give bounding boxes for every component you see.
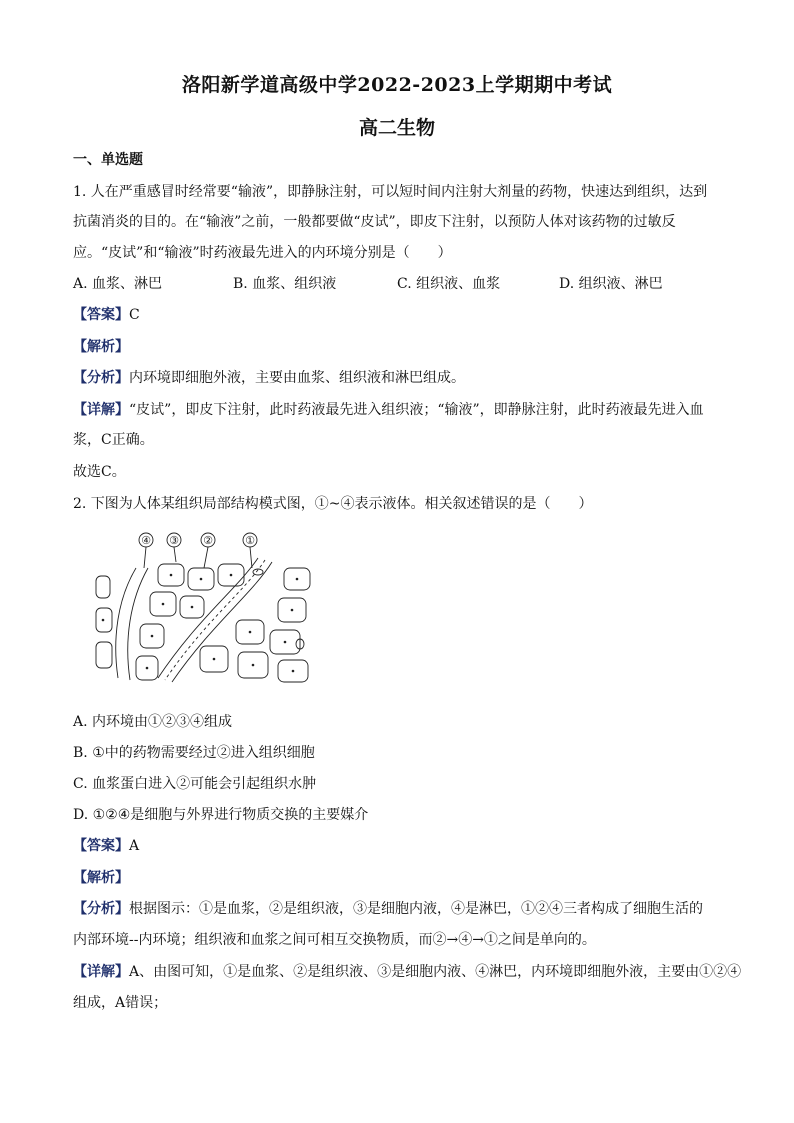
q1-option-b: B. 血浆、组织液	[233, 276, 337, 292]
figure-label-3: ③	[169, 534, 179, 547]
figure-label-1: ①	[245, 534, 255, 547]
q1-analysis-tag	[73, 337, 129, 357]
q2-fenxi-line-1	[73, 899, 703, 919]
xiangjie-tag: 【详解】	[73, 402, 129, 418]
q2-option-a: A. 内环境由①②③④组成	[73, 714, 233, 730]
q1-stem-line-1: 1. 人在严重感冒时经常要“输液”，即静脉注射，可以短时间内注射大剂量的药物，快速达到组织，达到	[73, 184, 708, 200]
q1-option-c: C. 组织液、血浆	[397, 276, 501, 292]
q2-fenxi-line-2: 内部环境--内环境；组织液和血浆之间可相互交换物质，而②→④→①之间是单向的。	[73, 932, 596, 948]
answer-value: A	[129, 838, 140, 854]
q2-option-c: C. 血浆蛋白进入②可能会引起组织水肿	[73, 776, 317, 792]
tissue-structure-diagram	[88, 528, 318, 688]
q2-xiangjie-line-2: 组成，A错误；	[73, 995, 168, 1011]
fenxi-text: 内环境即细胞外液，主要由血浆、组织液和淋巴组成。	[129, 370, 465, 386]
q1-option-a: A. 血浆、淋巴	[73, 276, 163, 292]
fenxi-text: 根据图示：①是血浆，②是组织液，③是细胞内液，④是淋巴，①②④三者构成了细胞生活的	[129, 901, 703, 917]
analysis-tag: 【解析】	[73, 339, 129, 355]
q1-stem-line-2: 抗菌消炎的目的。在“输液”之前，一般都要做“皮试”，即皮下注射，以预防人体对该药物的过敏反	[73, 214, 676, 230]
page-title: 洛阳新学道高级中学2022-2023上学期期中考试	[181, 74, 613, 96]
fenxi-tag: 【分析】	[73, 901, 129, 917]
q1-conclusion: 故选C。	[73, 464, 126, 480]
q2-xiangjie-line-1	[73, 962, 741, 982]
analysis-tag: 【解析】	[73, 870, 129, 886]
q1-option-d: D. 组织液、淋巴	[559, 276, 663, 292]
q2-option-b: B. ①中的药物需要经过②进入组织细胞	[73, 745, 315, 761]
answer-value: C	[129, 307, 140, 323]
q1-xiangjie-line-2: 浆，C正确。	[73, 432, 154, 448]
section-heading: 一、单选题	[73, 152, 143, 168]
answer-tag: 【答案】	[73, 307, 129, 323]
q2-option-d: D. ①②④是细胞与外界进行物质交换的主要媒介	[73, 807, 369, 823]
q2-answer	[73, 836, 139, 856]
xiangjie-tag: 【详解】	[73, 964, 129, 980]
xiangjie-text: A、由图可知，①是血浆、②是组织液、③是细胞内液、④淋巴，内环境即细胞外液，主要由①②④	[129, 964, 742, 980]
q1-answer	[73, 305, 140, 325]
q2-stem: 2. 下图为人体某组织局部结构模式图，①~④表示液体。相关叙述错误的是（ ）	[73, 496, 593, 512]
q1-xiangjie-line-1	[73, 400, 704, 420]
q2-analysis-tag	[73, 868, 129, 888]
figure-label-4: ④	[141, 534, 151, 547]
q1-stem-line-3: 应。“皮试”和“输液”时药液最先进入的内环境分别是（ ）	[73, 245, 452, 261]
answer-tag: 【答案】	[73, 838, 129, 854]
figure-label-2: ②	[203, 534, 213, 547]
xiangjie-text: “皮试”，即皮下注射，此时药液最先进入组织液；“输液”，即静脉注射，此时药液最先进入血	[129, 402, 704, 418]
page-subtitle: 高二生物	[358, 117, 435, 139]
q1-fenxi	[73, 368, 465, 388]
fenxi-tag: 【分析】	[73, 370, 129, 386]
